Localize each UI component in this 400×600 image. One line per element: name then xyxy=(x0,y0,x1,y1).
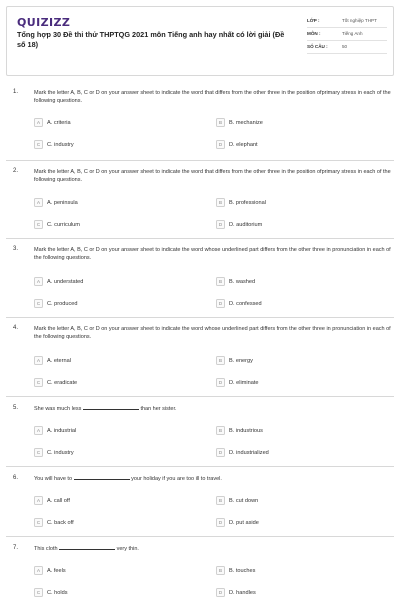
option-c[interactable] xyxy=(34,518,74,527)
option-letter-box: C xyxy=(34,588,43,597)
option-d[interactable] xyxy=(216,588,256,597)
option-text: C. back off xyxy=(47,519,74,526)
meta-label: SỐ CÂU : xyxy=(307,44,328,49)
option-text: B. washed xyxy=(229,278,256,285)
question-text-after: than her sister. xyxy=(140,406,177,412)
option-letter-box: B xyxy=(216,277,225,286)
option-letter-box: C xyxy=(34,220,43,229)
option-text: A. peninsula xyxy=(47,199,78,206)
option-letter-box: D xyxy=(216,518,225,527)
option-b[interactable] xyxy=(216,496,258,505)
option-a[interactable] xyxy=(34,496,70,505)
option-text: A. eternal xyxy=(47,357,71,364)
option-a[interactable] xyxy=(34,356,71,365)
option-c[interactable] xyxy=(34,299,77,308)
option-d[interactable] xyxy=(216,140,258,149)
question-number: 7. xyxy=(13,545,19,551)
option-text: B. industrious xyxy=(229,427,263,434)
question-number: 4. xyxy=(13,325,19,331)
option-c[interactable] xyxy=(34,448,74,457)
option-text: C. industry xyxy=(47,449,74,456)
question-text: Mark the letter A, B, C or D on your answer sheet to indicate the word that differs from the other three in the position ofprimary stress in each of the following questions. xyxy=(34,90,391,104)
option-b[interactable] xyxy=(216,277,255,286)
option-letter-box: D xyxy=(216,588,225,597)
option-d[interactable] xyxy=(216,448,269,457)
answer-blank xyxy=(74,475,130,480)
option-text: C. curriculum xyxy=(47,221,80,228)
question-text xyxy=(34,545,392,553)
option-c[interactable] xyxy=(34,378,77,387)
option-text: C. industry xyxy=(47,141,74,148)
question-text-before: You will have to xyxy=(34,476,73,482)
option-text: D. elephant xyxy=(229,141,258,148)
question-number: 1. xyxy=(13,89,19,95)
quizizz-logo: QUIZIZZ xyxy=(17,16,71,29)
question-text: Mark the letter A, B, C or D on your answer sheet to indicate the word whose underlined part differs from the other three in pronunciation in each of the following questions. xyxy=(34,247,391,261)
meta-label: LỚP : xyxy=(307,18,320,23)
option-letter-box: C xyxy=(34,140,43,149)
option-text: C. holds xyxy=(47,589,68,596)
option-letter-box: B xyxy=(216,566,225,575)
option-letter-box: C xyxy=(34,448,43,457)
option-letter-box: D xyxy=(216,378,225,387)
option-d[interactable] xyxy=(216,518,259,527)
option-text: C. produced xyxy=(47,300,78,307)
option-text: D. confessed xyxy=(229,300,262,307)
meta-label: MÔN : xyxy=(307,31,321,36)
option-text: A. industrial xyxy=(47,427,77,434)
option-letter-box: B xyxy=(216,496,225,505)
option-letter-box: B xyxy=(216,426,225,435)
question-divider xyxy=(6,396,394,397)
option-letter-box: D xyxy=(216,140,225,149)
option-text: A. feels xyxy=(47,567,66,574)
option-letter-box: A xyxy=(34,496,43,505)
option-letter-box: A xyxy=(34,356,43,365)
question-text-after: very thin. xyxy=(116,546,139,552)
question-number: 5. xyxy=(13,405,19,411)
question-text: Mark the letter A, B, C or D on your answer sheet to indicate the word whose underlined part differs from the other three in pronunciation in each of the following questions. xyxy=(34,326,391,340)
option-c[interactable] xyxy=(34,220,80,229)
meta-value: Tiếng Anh xyxy=(342,31,363,36)
option-text: D. auditorium xyxy=(229,221,263,228)
question-text xyxy=(34,405,392,413)
option-b[interactable] xyxy=(216,198,266,207)
question-text-before: She was much less xyxy=(34,406,82,412)
question-divider xyxy=(6,238,394,239)
question-text-before: This cloth xyxy=(34,546,58,552)
option-letter-box: A xyxy=(34,566,43,575)
option-letter-box: B xyxy=(216,118,225,127)
question-text: Mark the letter A, B, C or D on your answer sheet to indicate the word that differs from the other three in the position ofprimary stress in each of the following questions. xyxy=(34,169,391,183)
meta-row-class xyxy=(307,15,387,28)
option-letter-box: D xyxy=(216,220,225,229)
option-c[interactable] xyxy=(34,588,68,597)
option-text: D. handles xyxy=(229,589,256,596)
option-d[interactable] xyxy=(216,220,262,229)
meta-value: 50 xyxy=(342,44,348,49)
option-text: A. understated xyxy=(47,278,84,285)
option-letter-box: B xyxy=(216,198,225,207)
option-a[interactable] xyxy=(34,566,66,575)
question-divider xyxy=(6,536,394,537)
question-text xyxy=(34,475,392,483)
option-b[interactable] xyxy=(216,566,255,575)
option-c[interactable] xyxy=(34,140,74,149)
option-letter-box: C xyxy=(34,378,43,387)
question-number: 2. xyxy=(13,168,19,174)
meta-row-subject xyxy=(307,28,387,41)
worksheet-header xyxy=(6,6,394,76)
question-number: 3. xyxy=(13,246,19,252)
answer-blank xyxy=(83,405,139,410)
option-a[interactable] xyxy=(34,426,76,435)
option-text: D. eliminate xyxy=(229,379,259,386)
option-text: A. call off xyxy=(47,497,70,504)
option-text: B. energy xyxy=(229,357,253,364)
option-text: B. mechanize xyxy=(229,119,263,126)
option-letter-box: B xyxy=(216,356,225,365)
question-text-after: your holiday if you are too ill to travel. xyxy=(131,476,222,482)
option-letter-box: D xyxy=(216,299,225,308)
option-text: C. eradicate xyxy=(47,379,78,386)
option-b[interactable] xyxy=(216,118,263,127)
option-b[interactable] xyxy=(216,356,253,365)
question-divider xyxy=(6,160,394,161)
question-divider xyxy=(6,317,394,318)
option-letter-box: A xyxy=(34,118,43,127)
question-number: 6. xyxy=(13,475,19,481)
option-b[interactable] xyxy=(216,426,263,435)
question-divider xyxy=(6,466,394,467)
option-letter-box: D xyxy=(216,448,225,457)
option-text: A. criteria xyxy=(47,119,71,126)
option-letter-box: A xyxy=(34,198,43,207)
option-letter-box: C xyxy=(34,299,43,308)
option-a[interactable] xyxy=(34,277,83,286)
meta-row-count xyxy=(307,41,387,54)
answer-blank xyxy=(59,545,115,550)
option-a[interactable] xyxy=(34,198,78,207)
option-d[interactable] xyxy=(216,299,262,308)
option-text: B. touches xyxy=(229,567,256,574)
option-letter-box: A xyxy=(34,277,43,286)
worksheet-title: Tổng hợp 30 Đề thi thử THPTQG 2021 môn Tiếng anh hay nhất có lời giải (Đề số 18) xyxy=(17,30,285,49)
worksheet-meta xyxy=(307,15,387,54)
meta-value: Tốt nghiệp THPT xyxy=(342,18,377,23)
option-letter-box: A xyxy=(34,426,43,435)
option-a[interactable] xyxy=(34,118,71,127)
option-d[interactable] xyxy=(216,378,259,387)
option-letter-box: C xyxy=(34,518,43,527)
option-text: D. put aside xyxy=(229,519,259,526)
option-text: B. professional xyxy=(229,199,267,206)
option-text: B. cut down xyxy=(229,497,259,504)
option-text: D. industrialized xyxy=(229,449,269,456)
